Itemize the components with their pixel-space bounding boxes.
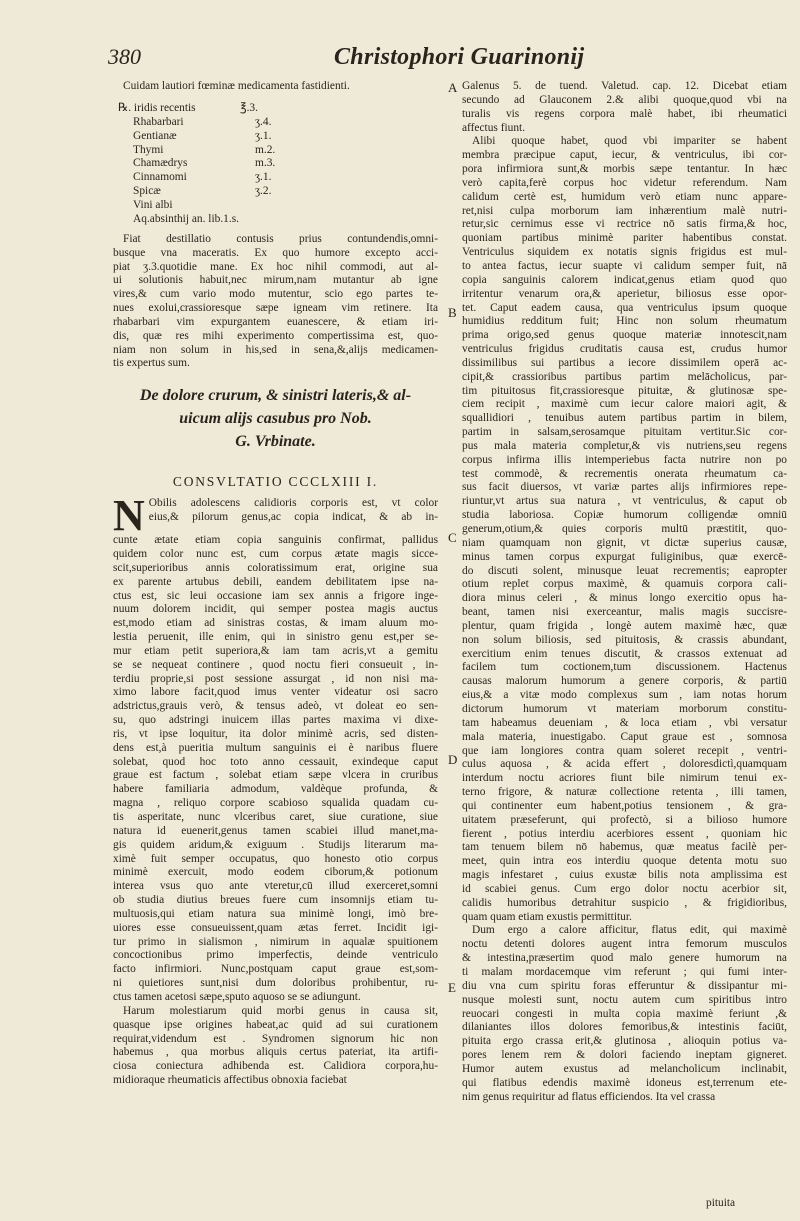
text-line: ximè fuit semper occupatus, quo honesto otio corpus bbox=[113, 852, 438, 865]
text-line: squallidiori , tenuibus autem partibus partim in bilem, bbox=[462, 412, 787, 425]
text-line: ciosa coniectura adhibenda est. Calidiora corpora,hu- bbox=[113, 1060, 438, 1073]
text-line: interea vsus quo ante vteretur,cū illud exerceret,somni bbox=[113, 880, 438, 893]
text-line: ni quietiores sunt,nisi dum doloribus prohibentur, ru- bbox=[113, 977, 438, 990]
text-line: qui continenter eum habent,potius tensionem , & gra- bbox=[462, 799, 787, 812]
text-line: ret,nisi culpa morborum iam inhærentium malè nutri- bbox=[462, 204, 787, 217]
text-line: nusque molesti sunt, noctu autem cum spiritibus intro bbox=[462, 993, 787, 1006]
text-line: minimè exercuit, modo eodem ciborum,& potionum bbox=[113, 866, 438, 879]
text-line: uiores esse consueuissent,quam ætas ferret. Incidit igi- bbox=[113, 921, 438, 934]
text-line: Harum molestiarum quid morbi genus in causa sit, bbox=[123, 1004, 438, 1017]
section-heading: De dolore crurum, & sinistri lateris,& al- uicum alijs casubus pro Nob. G. Vrbinate. bbox=[139, 387, 412, 451]
text-line: quam quam etiam exustis permittitur. bbox=[462, 910, 632, 923]
text-line: irritentur venarum ora,& aperietur, biliosus esse opor- bbox=[462, 287, 787, 300]
text-line: tet. Caput eadem causa, qua ventriculus ipsum quoque bbox=[462, 301, 787, 314]
page-header bbox=[108, 44, 768, 78]
text-line: solebat, quod hoc toto anno cessauit, exindeque caput bbox=[113, 755, 438, 768]
text-line: adstrictus,grauis verò, & tensus adeò, vt doleat eo sen- bbox=[113, 700, 438, 713]
text-line: busque vna maceratis. Ex quo humore excepto acci- bbox=[113, 246, 438, 259]
recipe-item: Thymi m.2. bbox=[133, 143, 276, 156]
text-line: niam non solum in his,sed in sena,&,alijs medicamen- bbox=[113, 343, 438, 356]
text-line: otium replet corpus maximè, & quamuis corpora cali- bbox=[462, 578, 787, 591]
text-line: tim pituitosus fit,crassioresque pituitæ, & glutinosæ spe- bbox=[462, 384, 787, 397]
text-line: que iam longiores contra quam soleret recepit , ventri- bbox=[462, 744, 787, 757]
text-line: verò capita,ferè corpus hoc videtur referendum. Nam bbox=[462, 176, 787, 189]
text-line: ctus tamen acetosi sæpe,sputo aquoso se se adiungunt. bbox=[113, 990, 361, 1003]
recipe-item: Chamædrys m.3. bbox=[133, 157, 276, 170]
text-line: pores lenem rem & dolori faciendo ineptam gigneret. bbox=[462, 1049, 787, 1062]
drop-cap: N bbox=[113, 491, 145, 541]
text-line: ximo labore facit,quod imus venter videatur osi sacro bbox=[113, 686, 438, 699]
text-line: Ventriculus siquidem ex notatis signis frigidus est mul- bbox=[462, 246, 787, 259]
text-line: plentur, quam frigida , longè autem maximè hæc, quæ bbox=[462, 619, 787, 632]
running-title: Christophori Guarinonij bbox=[334, 44, 585, 70]
text-line: generum,otium,& quies corporis multū præstitit, quo- bbox=[462, 523, 787, 535]
recipe-item: Cinnamomi ʒ.1. bbox=[133, 171, 272, 184]
paragraph-analysis bbox=[462, 135, 787, 924]
text-line: ctus est, sic leui occasione iam sex annis a frigore inge- bbox=[113, 589, 438, 602]
margin-marker-d: D bbox=[448, 752, 458, 767]
text-line: mala materia, inuestigabo. Caput graue est , somnosa bbox=[462, 730, 787, 743]
text-line: interdum noctu acriores fiunt bile nimirum tenui ex- bbox=[462, 772, 787, 785]
text-line: midioraque rheumaticis affectibus obnoxia faciebat bbox=[113, 1074, 347, 1087]
margin-marker-a: A bbox=[448, 80, 458, 95]
text-line: habere familiaria admodum, valdèque profunda, & bbox=[113, 783, 438, 796]
text-line: reuocari congesti in multa copia maximè feriunt ,& bbox=[462, 1007, 787, 1020]
margin-marker-c: C bbox=[448, 530, 457, 545]
text-line: non solum biliosis, sed pituitosis, & crassis abundant, bbox=[462, 633, 787, 646]
text-line: gis quidem aridum,& exiguum . Studijs literarum ma- bbox=[113, 838, 438, 851]
left-column bbox=[113, 80, 438, 1088]
text-line: quidem color nunc est, cum corpus ætate magis sicce- bbox=[113, 547, 438, 560]
text-line: niam quamquam non gignit, vt dictæ superius causæ, bbox=[462, 536, 787, 549]
text-line: calidum certè est, humidum verò etiam nunc appare- bbox=[462, 190, 787, 203]
text-line: tam tenuem bilem nō habemus, quæ meatus facilè per- bbox=[462, 841, 787, 854]
text-line: calidis humoribus detrahitur suspicio , & frigidioribus, bbox=[462, 896, 787, 909]
paragraph-flatus bbox=[462, 924, 787, 1104]
text-line: test commodè, & recrementis onerata rheumatum ca- bbox=[462, 467, 787, 480]
text-line: ti malam mordacemque vim referunt ; qui fumi inter- bbox=[462, 966, 787, 978]
text-line: nues exolui,crassioresque sæpe igneam vim retinere. Ita bbox=[113, 302, 438, 315]
recipe-list bbox=[113, 102, 438, 227]
text-line: ex parente artubus debili, eandem debilitatem ipse na- bbox=[113, 575, 438, 588]
consultation-number: CONSVLTATIO CCCLXIII I. bbox=[172, 474, 379, 490]
text-line: pora infirmiora sunt,& morbis sæpe tentantur. In hæc bbox=[462, 163, 787, 176]
text-line: piat ʒ.3.quotidie mane. Ex hoc nihil commodi, aut al- bbox=[113, 260, 438, 273]
text-line: mur etiam petit superiora,& iam tam acris,vt a gemitu bbox=[113, 644, 438, 657]
recipe-item: Spicæ ʒ.2. bbox=[133, 185, 272, 198]
text-line: & intestina,præsertim quod malo genere humorum na bbox=[462, 952, 787, 965]
paragraph-case: N Obilis adolescens calidioris corporis est, vt color eius,& pilorum genus,ac copia indicat, & ab in- cunte ætate etiam copia sanguinis confirmat, pallidus quidem color nunc est, cum corpus ætate magis sicce- scit,superioribus annis coloratissimum erat, origine sua ex parente artubus debili, eandem debilitatem ipse na- ctus est, sic leui occasione iam sex annis a frigore inge- nuum dolorem incidit, qui semper postea magis auctus est,modo etiam ad sinistras costas, & imam aluum mo- lestia peruenit, ille enim, qui in sinistro genu est,per se- mur etiam petit superiora,& iam tam acris,vt a gemitu se se nequeat continere , quod noctu fieri consueuit , in- terdiu proprie,si post sessione assurgat , id non nisi ma- ximo labore facit,quod imus venter videatur osi sacro adstrictus,grauis verò, & tensus adeò, vt doleat eo sen- su, quo adstringi inuicem illas partes maxima vi dixe- ris, vt ipse loquitur, ita dolor minimè acris, sed disten- dens est,à pueritia multum sanguinis ei è naribus fluere solebat, quod hoc toto anno cessauit, exindeque caput graue est factum , solebat etiam sæpe vlcera in cruribus habere familiaria admodum, valdèque profunda, & magna , reliquo corpore scabioso squalida quadam cu- tis asperitate, nunc vlceribus caret, siue curatione, siue natura id euenerit,genus tamen scabiei illud manet,ma- gis quidem aridum,& exiguum . Studijs literarum ma- ximè fuit semper occupatus, quo honesto otio corpus minimè exercuit, modo eodem ciborum,& potionum interea vsus quo ante vteretur,cū illud exerceret,somni ob studia diutius breues fuere cum insomnijs etiam tu- multuosis,qui etiam natura sua minimè longi, imò bre- uiores esse consueuissent,quam ætas ferret. Incidit igi- tur primo in sialismon , nimirum in aqualæ spuitionem concoctionibus primo imperfectis, deinde ventriculo facto infirmiori. Nunc,postquam caput graue est,som- ni quietiores sunt,nisi dum doloribus prohibentur, ru- ctus tamen acetosi sæpe,sputo aquoso se se adiungunt. bbox=[113, 491, 438, 1003]
recipe-item: Gentianæ ʒ.1. bbox=[133, 129, 272, 142]
text-line: studia laboriosa. Copiæ humorum colligendæ omniū bbox=[462, 509, 787, 522]
recipe-item: ℞. iridis recentis ℥.3. bbox=[118, 101, 258, 114]
text-line: ui solutionis habuit,nec mirum,nam mutantur ab igne bbox=[113, 274, 438, 287]
text-line: membra præcipue caput, iecur, & ventriculus, ibi cor- bbox=[462, 149, 787, 162]
text-line: dens est,à pueritia multum sanguinis ei è naribus fluere bbox=[113, 741, 438, 754]
text-line: to antea factus, iecur suapte vi calidum semper fuit, nā bbox=[462, 259, 787, 272]
text-line: beant, tamen nisi exerceantur, malis magis succisre- bbox=[462, 606, 787, 619]
text-line: magna , reliquo corpore scabioso squalida quadam cu- bbox=[113, 797, 438, 810]
text-line: corpus infirma illis intemperiebus facta nutrire non po bbox=[462, 453, 787, 466]
text-line: cipit,& crassioribus partibus partim melācholicus, par- bbox=[462, 370, 787, 383]
paragraph-galen bbox=[462, 80, 787, 135]
text-line: rhabarbari vim expurgantem euanescere, & etiam iri- bbox=[113, 315, 438, 328]
text-line: id scabiei genus. Cum ergo dolor noctu acerbior sit, bbox=[462, 882, 787, 895]
text-line: copia sanguinis calorem indicat,genus etiam quod quo bbox=[462, 273, 787, 286]
text-line: tur primo in sialismon , nimirum in aqualæ spuitionem bbox=[113, 935, 438, 948]
text-line: exercitium enim tenues discutit, & crassos extenuat ad bbox=[462, 647, 787, 660]
text-line: fierent , potius interdiu acerbiores essent , quoniam hic bbox=[462, 827, 787, 840]
right-column bbox=[462, 80, 787, 1104]
paragraph-causes bbox=[113, 1005, 438, 1088]
text-line: turalis vis regens corpora malè habet, ibi rheumatici bbox=[462, 107, 787, 120]
text-line: Dum ergo a calore afficitur, flatus edit, qui maximè bbox=[472, 924, 787, 937]
text-line: noctu detenti dolores augent intra femorum musculos bbox=[462, 938, 787, 951]
text-line: Alibi quoque habet, quod vbi impariter se habent bbox=[472, 135, 787, 148]
text-line: dictorum humorum vt materiam morborum constitu- bbox=[462, 702, 787, 715]
text-line: pituita ergo crassa erit,& glutinosa , alioquin potius va- bbox=[462, 1035, 787, 1048]
text-line: nuum dolorem incidit, qui semper postea magis auctus bbox=[113, 603, 438, 616]
text-line: qui flatibus edendis maximè idoneus est,terrenum ete- bbox=[462, 1076, 787, 1089]
text-line: facto infirmiori. Nunc,postquam caput graue est,som- bbox=[113, 963, 438, 976]
text-line: causas malorum humorum a genere corporis, & partiū bbox=[462, 675, 787, 688]
text-line: facilem tum coctionem,tum discussionem. Hactenus bbox=[462, 661, 787, 674]
page-number: 380 bbox=[108, 44, 141, 69]
text-line: culus aquosa , & acida effert , doloresdictì,quamquam bbox=[462, 758, 787, 771]
text-line: nim genus requiritur ad flatus efficiendos. Ita vel crassa bbox=[462, 1090, 716, 1103]
text-line: su, quo adstringi inuicem illas partes maxima vi dixe- bbox=[113, 714, 438, 727]
text-line: diora minus celeri , & minus longo exercitio opus ha- bbox=[462, 592, 787, 605]
text-line: eius,& a vitæ modo complexus sum , iam notas horum bbox=[462, 689, 787, 702]
text-line: requirat,videndum est . Syndromen signorum hic non bbox=[113, 1032, 438, 1045]
recipe-item: Aq.absinthij an. lib.1.s. bbox=[133, 212, 239, 225]
text-line: magis infestaret , cuius exustæ bilis nota amplissima est bbox=[462, 869, 787, 882]
text-line: terno frigore, & naturæ collectione retenta , illi tamen, bbox=[462, 786, 787, 799]
text-line: tis expertus sum. bbox=[113, 357, 190, 370]
text-line: dissimilibus sui partibus a iecore dissimilem operā ac- bbox=[462, 356, 787, 369]
text-line: se se nequeat continere , quod noctu fieri consueuit , in- bbox=[113, 658, 438, 671]
recipe-item: Vini albi bbox=[133, 199, 173, 212]
text-line: lestia peruenit, ille enim, qui in sinistro genu est,per se- bbox=[113, 631, 438, 644]
text-line: vires,& cum vario modo mutentur, scio ego partes te- bbox=[113, 288, 438, 301]
text-line: ris, vt ipse loquitur, ita dolor minimè acris, sed disten- bbox=[113, 727, 438, 740]
text-line: riuntur,vt artus sua natura , vt ventriculus, & caput ob bbox=[462, 495, 787, 508]
text-line: habemus , qua morbus aliquis certus pateriat, ita artifi- bbox=[113, 1046, 438, 1059]
text-line: natura id euenerit,genus tamen scabiei illud manet,ma- bbox=[113, 824, 438, 837]
text-line: quasque ipse origines habeat,ac quid ad sui curationem bbox=[113, 1018, 438, 1031]
text-line: diu vna cum spiritu foras efferuntur & dissipantur mi- bbox=[462, 979, 787, 992]
text-line: prima origo,sed genus quoque materiæ innotescit,nam bbox=[462, 329, 787, 342]
recipe-item: Rhabarbari ʒ.4. bbox=[133, 115, 272, 128]
text-line: pus mala materia completur,& vis nutriens,seu regens bbox=[462, 439, 787, 452]
text-line: dis, quæ res mihi experimento compertissima est, quo- bbox=[113, 329, 438, 342]
text-line: tam habeamus deueniam , & loca etiam , vbi versatur bbox=[462, 716, 787, 729]
text-line: affectus fiunt. bbox=[462, 121, 526, 134]
text-line: multuosis,qui etiam natura sua minimè longi, imò bre- bbox=[113, 907, 438, 920]
paragraph-distillation bbox=[113, 233, 438, 371]
text-line: terdiu proprie,si post sessione assurgat , id non nisi ma- bbox=[113, 672, 438, 685]
text-line: humidius redditum fuit; Hinc non solum rheumatum bbox=[462, 315, 787, 328]
text-line: partim in salsam,serosamque pituitam vertitur.Sic cor- bbox=[462, 426, 787, 439]
margin-marker-e: E bbox=[448, 980, 456, 995]
text-line: retur,sic cernimus esse vi rectrice nō satis firma,& hoc, bbox=[462, 218, 787, 231]
recipe-intro: Cuidam lautiori fœminæ medicamenta fastidienti. bbox=[123, 80, 350, 92]
text-line: tis asperitate, nunc vlceribus caret, siue curatione, siue bbox=[113, 811, 438, 824]
text-line: graue est factum , solebat etiam sæpe vlcera in cruribus bbox=[113, 769, 438, 782]
text-line: Galenus 5. de tuend. Valetud. cap. 12. Dicebat etiam bbox=[462, 80, 787, 92]
margin-marker-b: B bbox=[448, 305, 457, 320]
text-line: do discuti solent, minusque leuat recrementis; eapropter bbox=[462, 564, 787, 577]
text-line: ciem recipit , maximè cum iecur calore maiori agit, & bbox=[462, 398, 787, 411]
text-line: est,modo etiam ad sinistras costas, & imam aluum mo- bbox=[113, 617, 438, 630]
text-line: Humor autem exustus ad melancholicum inclinabit, bbox=[462, 1062, 787, 1075]
text-line: ventriculus frigidus cruditatis causa est, crudus humor bbox=[462, 343, 787, 356]
text-line: dilaniantes illos dolores femoribus,& intestinis faciūt, bbox=[462, 1021, 787, 1034]
text-line: uitatem præseferunt, qui profectò, si a bilioso humore bbox=[462, 813, 787, 826]
text-line: Fiat destillatio contusis prius contundendis,omni- bbox=[123, 232, 438, 245]
catchword: pituita bbox=[706, 1197, 736, 1209]
text-line: minus tamen corpus expurgat fuliginibus, quæ exercē- bbox=[462, 550, 787, 563]
text-line: scit,superioribus annis coloratissimum erat, origine sua bbox=[113, 561, 438, 574]
text-line: meet, quin intra eos interdiu quoque detenta motu suo bbox=[462, 855, 787, 868]
text-line: ob studia diutius breues fuere cum insomnijs etiam tu- bbox=[113, 894, 438, 907]
text-line: sus facit diuersos, vt variæ partes alijs infirmiores repe- bbox=[462, 481, 787, 494]
text-line: concoctionibus primo imperfectis, deinde ventriculo bbox=[113, 949, 438, 962]
text-line: quoniam partibus minimè pariter habentibus constat. bbox=[462, 232, 787, 245]
text-line: secundo ad Glauconem 2.& alibi quoque,quod vbi na bbox=[462, 93, 787, 106]
text-line: cunte ætate etiam copia sanguinis confirmat, pallidus bbox=[113, 534, 438, 547]
